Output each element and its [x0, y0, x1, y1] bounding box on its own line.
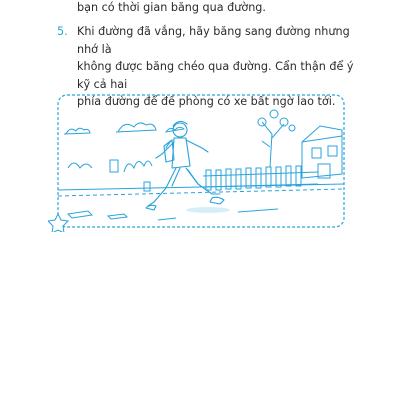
list-item-line-3: phía đường để đề phòng có xe bất ngờ lao tới. — [77, 95, 336, 108]
boy-crossing-street-illustration — [48, 92, 348, 232]
star-icon — [48, 214, 68, 232]
list-item-line-2: không được băng chéo qua đường. Cẩn thận để ý kỹ cả hai — [77, 60, 354, 91]
list-item-number: 5. — [57, 25, 68, 38]
paragraph-tail: bạn có thời gian băng qua đường. — [77, 1, 266, 14]
street-crossing-illustration — [48, 92, 348, 232]
list-item-line-1: Khi đường đã vắng, hãy băng sang đường nhưng nhớ là — [77, 25, 350, 56]
